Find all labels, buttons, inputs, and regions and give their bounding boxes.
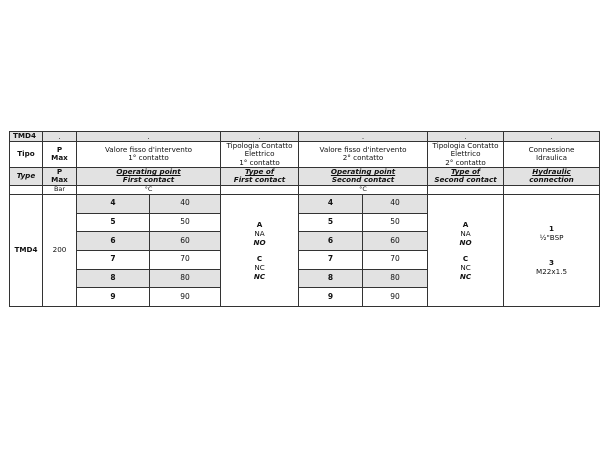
empty-cell xyxy=(504,185,600,194)
setpoint2-value: 50 xyxy=(363,213,428,232)
operating-point-label: Operating point xyxy=(330,167,396,177)
setpoint1-code: 9 xyxy=(77,288,150,307)
hydraulic-label: Hydraulic xyxy=(532,167,571,177)
celsius-unit-1: °C xyxy=(77,185,221,194)
setpoint2-code: 5 xyxy=(299,213,363,232)
setpoint1-code: 7 xyxy=(77,250,150,269)
tick-mark: . xyxy=(77,132,221,142)
setpoint2-code: 4 xyxy=(299,194,363,213)
contatto-label: 1° contatto xyxy=(128,153,169,163)
units-row xyxy=(10,185,600,194)
second-contact-label: Second contact xyxy=(331,175,395,185)
operating-point-label: Operating point xyxy=(116,167,181,177)
setpoint1-value: 60 xyxy=(150,232,221,251)
contatto-label: 2° contatto xyxy=(342,153,384,163)
contact-c-code: C xyxy=(256,253,263,263)
empty-cell xyxy=(428,185,504,194)
valore-label: Valore fisso d'intervento xyxy=(319,145,407,155)
connection-3-code: 3 xyxy=(549,258,555,268)
connection-cell xyxy=(504,194,600,306)
pmax-header-it xyxy=(43,142,77,168)
connection-header-en xyxy=(504,167,600,185)
contact1-type-cell xyxy=(221,194,299,306)
setpoint2-value: 60 xyxy=(363,232,428,251)
valore-label: Valore fisso d'intervento xyxy=(104,145,193,155)
empty-cell xyxy=(10,185,43,194)
contact2-type-cell xyxy=(428,194,504,306)
max-label: Max xyxy=(51,175,68,185)
italian-header-row xyxy=(10,142,600,168)
spec-table xyxy=(9,131,600,307)
tick-mark: . xyxy=(221,132,299,142)
tick-mark: . xyxy=(43,132,77,142)
setpoint2-value: 70 xyxy=(363,250,428,269)
tipologia-label: Tipologia Contatto xyxy=(432,141,499,150)
setpoint2-code: 7 xyxy=(299,250,363,269)
setpoint1-value: 80 xyxy=(150,269,221,288)
setpoint2-value: 80 xyxy=(363,269,428,288)
setpoint1-code: 6 xyxy=(77,232,150,251)
setpoint2-header-it xyxy=(299,142,428,168)
connection-3-label: M22x1.5 xyxy=(536,267,568,277)
contact-a-code: A xyxy=(462,219,469,229)
p-label: P xyxy=(56,167,63,177)
setpoint2-code: 6 xyxy=(299,232,363,251)
contatto-label: 2° contatto xyxy=(445,157,486,167)
setpoint1-value: 70 xyxy=(150,250,221,269)
first-contact-label: First contact xyxy=(122,175,175,185)
contact1-type-header-it xyxy=(221,142,299,168)
connessione-label: Connessione xyxy=(528,145,575,155)
setpoint1-value: 50 xyxy=(150,213,221,232)
setpoint2-value: 40 xyxy=(363,194,428,213)
model-cell: TMD4 xyxy=(10,194,43,306)
tipo-header: Tipo xyxy=(10,142,43,168)
bar-unit: Bar xyxy=(43,185,77,194)
empty-cell xyxy=(221,185,299,194)
contact-a-it: NA xyxy=(254,228,265,238)
contact-c-code: C xyxy=(462,253,469,263)
setpoint1-header-en xyxy=(77,167,221,185)
elettrico-label: Elettrico xyxy=(244,149,275,159)
tipologia-label: Tipologia Contatto xyxy=(226,141,293,150)
max-label: Max xyxy=(51,153,68,163)
setpoint2-code: 9 xyxy=(299,288,363,307)
setpoint1-value: 40 xyxy=(150,194,221,213)
contact-c-it: NC xyxy=(254,262,265,272)
type-of-label: Type of xyxy=(451,167,481,177)
contact2-type-header-en xyxy=(428,167,504,185)
contact-c-en: NC xyxy=(459,271,472,281)
second-contact-label: Second contact xyxy=(434,175,497,185)
p-label: P xyxy=(56,145,63,155)
tick-mark: . xyxy=(504,132,600,142)
contact-a-en: NO xyxy=(253,237,266,247)
type-header: Type xyxy=(10,167,43,185)
contatto-label: 1° contatto xyxy=(239,157,280,167)
setpoint1-code: 4 xyxy=(77,194,150,213)
setpoint2-value: 90 xyxy=(363,288,428,307)
model-code-header: TMD4 xyxy=(10,132,43,142)
contact-a-code: A xyxy=(256,219,263,229)
contact-c-en: NC xyxy=(253,271,266,281)
connection-1-code: 1 xyxy=(549,224,555,234)
table-code-row xyxy=(10,132,600,142)
celsius-unit-2: °C xyxy=(299,185,428,194)
english-header-row xyxy=(10,167,600,185)
setpoint1-header-it xyxy=(77,142,221,168)
setpoint1-code: 5 xyxy=(77,213,150,232)
tick-mark: . xyxy=(428,132,504,142)
contact-c-it: NC xyxy=(460,262,471,272)
type-of-label: Type of xyxy=(245,167,274,177)
setpoint1-code: 8 xyxy=(77,269,150,288)
tick-mark: . xyxy=(299,132,428,142)
connection-1-label: ½"BSP xyxy=(539,233,564,243)
connection-header-it xyxy=(504,142,600,168)
contact-a-it: NA xyxy=(460,228,471,238)
contact1-type-header-en xyxy=(221,167,299,185)
setpoint1-value: 90 xyxy=(150,288,221,307)
first-contact-label: First contact xyxy=(233,175,286,185)
setpoint2-header-en xyxy=(299,167,428,185)
table-row xyxy=(10,194,600,213)
pmax-header-en xyxy=(43,167,77,185)
setpoint2-code: 8 xyxy=(299,269,363,288)
pmax-cell: 200 xyxy=(43,194,77,306)
connection-label: connection xyxy=(529,175,574,185)
elettrico-label: Elettrico xyxy=(450,149,481,159)
contact2-type-header-it xyxy=(428,142,504,168)
idraulica-label: Idraulica xyxy=(536,153,567,163)
contact-a-en: NO xyxy=(459,237,472,247)
